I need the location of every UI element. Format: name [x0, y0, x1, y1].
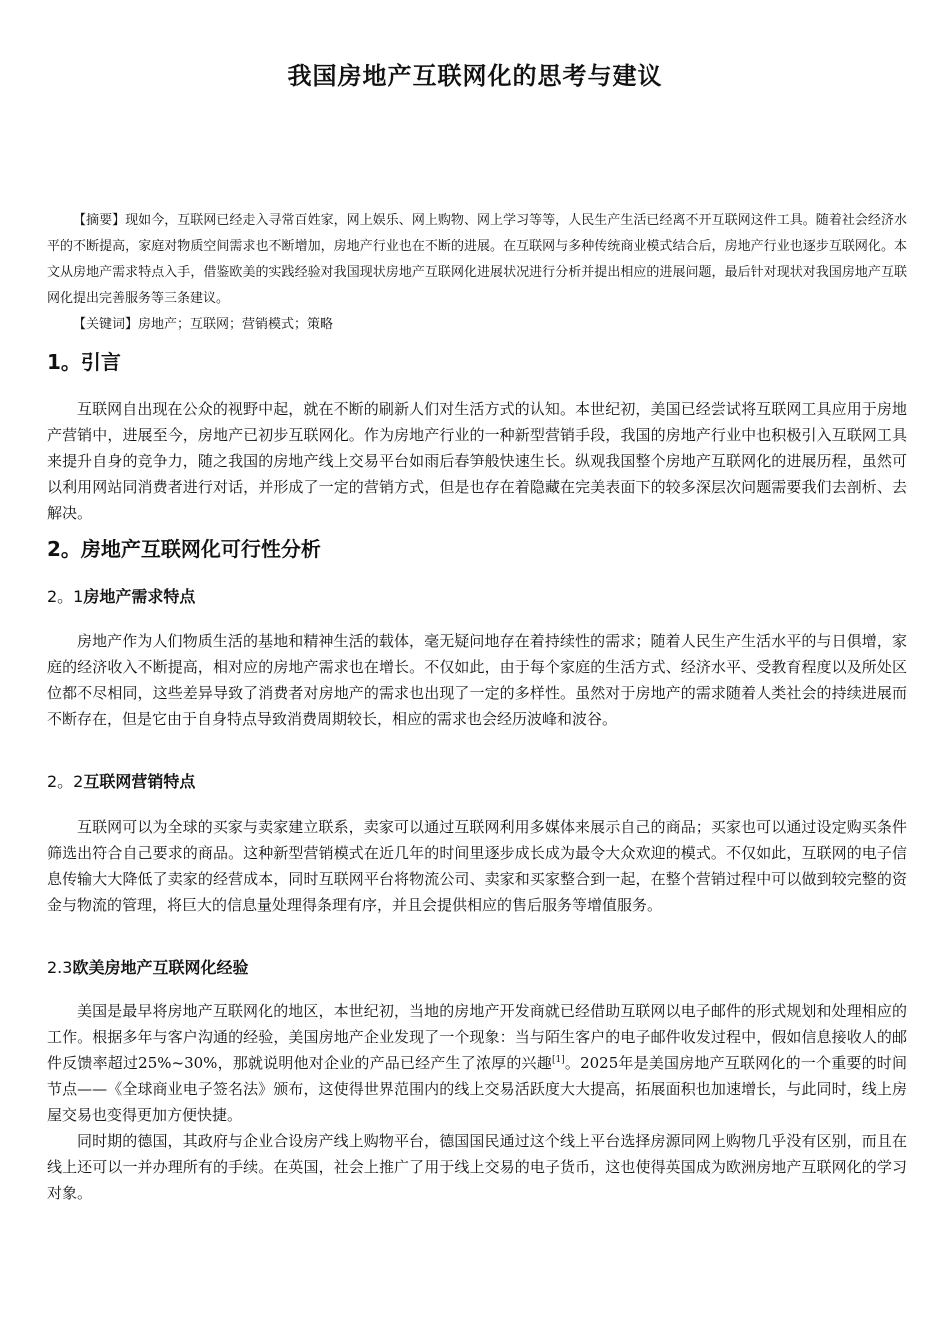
- subsection-number: 2。1: [47, 587, 84, 606]
- keywords-label: 【关键词】: [73, 317, 139, 332]
- paragraph: 房地产作为人们物质生活的基地和精神生活的载体，毫无疑问地存在着持续性的需求；随着人民生产生活水平的与日俱增，家庭的经济收入不断提高，相对应的房地产需求也在增长。不仅如此，由于每个家庭的生活方式、经济水平、受教育程度以及所处区位都不尽相同，这些差异导致了消费者对房地产的需求也出现了一定的多样性。虽然对于房地产的需求随着人类社会的持续进展而不断存在，但是它由于自身特点导致消费周期较长，相应的需求也会经历波峰和波谷。: [47, 632, 907, 728]
- subsection-western-experience-body: [47, 998, 907, 1206]
- subsection-title: 房地产需求特点: [83, 587, 196, 606]
- paragraph: 互联网可以为全球的买家与卖家建立联系，卖家可以通过互联网利用多媒体来展示自己的商品；买家也可以通过设定购买条件筛选出符合自己要求的商品。这种新型营销模式在近几年的时间里逐步成长成为最令大众欢迎的模式。不仅如此，互联网的电子信息传输大大降低了卖家的经营成本，同时互联网平台将物流公司、卖家和买家整合到一起，在整个营销过程中可以做到较完整的资金与物流的管理，将巨大的信息量处理得条理有序，并且会提供相应的售后服务等增值服务。: [47, 818, 907, 914]
- subsection-heading-demand: [47, 584, 195, 607]
- subsection-number: 2。2: [47, 772, 84, 791]
- keywords-text: 房地产；互联网；营销模式；策略: [138, 317, 334, 332]
- section-heading-intro: 1。引言: [47, 350, 121, 374]
- abstract-label: 【摘要】: [73, 213, 126, 228]
- subsection-demand-body: [47, 628, 907, 732]
- abstract-paragraph: [47, 208, 907, 312]
- subsection-title: 欧美房地产互联网化经验: [72, 958, 249, 977]
- citation-ref: [1]: [551, 1055, 565, 1065]
- paragraph-text: 。2025年是美国房地产互联网化的一个重要的时间节点——《全球商业电子签名法》颁布，这使得世界范围内的线上交易活跃度大大提高，拓展面积也加速增长，与此同时，线上房屋交易也变得更加方便快捷。: [47, 1054, 907, 1124]
- paragraph-usa: [47, 998, 907, 1128]
- paragraph-germany-uk: 同时期的德国，其政府与企业合设房产线上购物平台，德国国民通过这个线上平台选择房源同网上购物几乎没有区别，而且在线上还可以一并办理所有的手续。在英国，社会上推广了用于线上交易的电子货币，这也使得英国成为欧洲房地产互联网化的学习对象。: [47, 1132, 907, 1202]
- subsection-number: 2.3: [47, 958, 73, 977]
- subsection-heading-western-experience: [47, 955, 248, 978]
- subsection-title: 互联网营销特点: [83, 772, 196, 791]
- paragraph: 互联网自出现在公众的视野中起，就在不断的刷新人们对生活方式的认知。本世纪初，美国已经尝试将互联网工具应用于房地产营销中，进展至今，房地产已初步互联网化。作为房地产行业的一种新型营销手段，我国的房地产行业中也积极引入互联网工具来提升自身的竞争力，随之我国的房地产线上交易平台如雨后春笋般快速生长。纵观我国整个房地产互联网化的进展历程，虽然可以利用网站同消费者进行对话，并形成了一定的营销方式，但是也存在着隐藏在完美表面下的较多深层次问题需要我们去剖析、去解决。: [47, 400, 907, 522]
- subsection-internet-marketing-body: [47, 814, 907, 918]
- abstract-text: 现如今，互联网已经走入寻常百姓家，网上娱乐、网上购物、网上学习等等，人民生产生活已经离不开互联网这件工具。随着社会经济水平的不断提高，家庭对物质空间需求也不断增加，房地产行业也在不断的进展。在互联网与多种传统商业模式结合后，房地产行业也逐步互联网化。本文从房地产需求特点入手，借鉴欧美的实践经验对我国现状房地产互联网化进展状况进行分析并提出相应的进展问题，最后针对现状对我国房地产互联网化提出完善服务等三条建议。: [47, 213, 907, 306]
- paper-title: 我国房地产互联网化的思考与建议: [287, 62, 663, 90]
- abstract-block: [47, 208, 907, 338]
- paragraph-text: 美国是最早将房地产互联网化的地区，本世纪初，当地的房地产开发商就已经借助互联网以电子邮件的形式规划和处理相应的工作。根据多年与客户沟通的经验，美国房地产企业发现了一个现象：当与陌生客户的电子邮件收发过程中，假如信息接收人的邮件反馈率超过25%~30%，那就说明他对企业的产品已经产生了浓厚的兴趣: [47, 1002, 907, 1072]
- section-intro-body: [47, 396, 907, 526]
- subsection-heading-internet-marketing: [47, 769, 195, 792]
- keywords-paragraph: [47, 312, 907, 338]
- section-heading-feasibility: 2。房地产互联网化可行性分析: [47, 537, 321, 561]
